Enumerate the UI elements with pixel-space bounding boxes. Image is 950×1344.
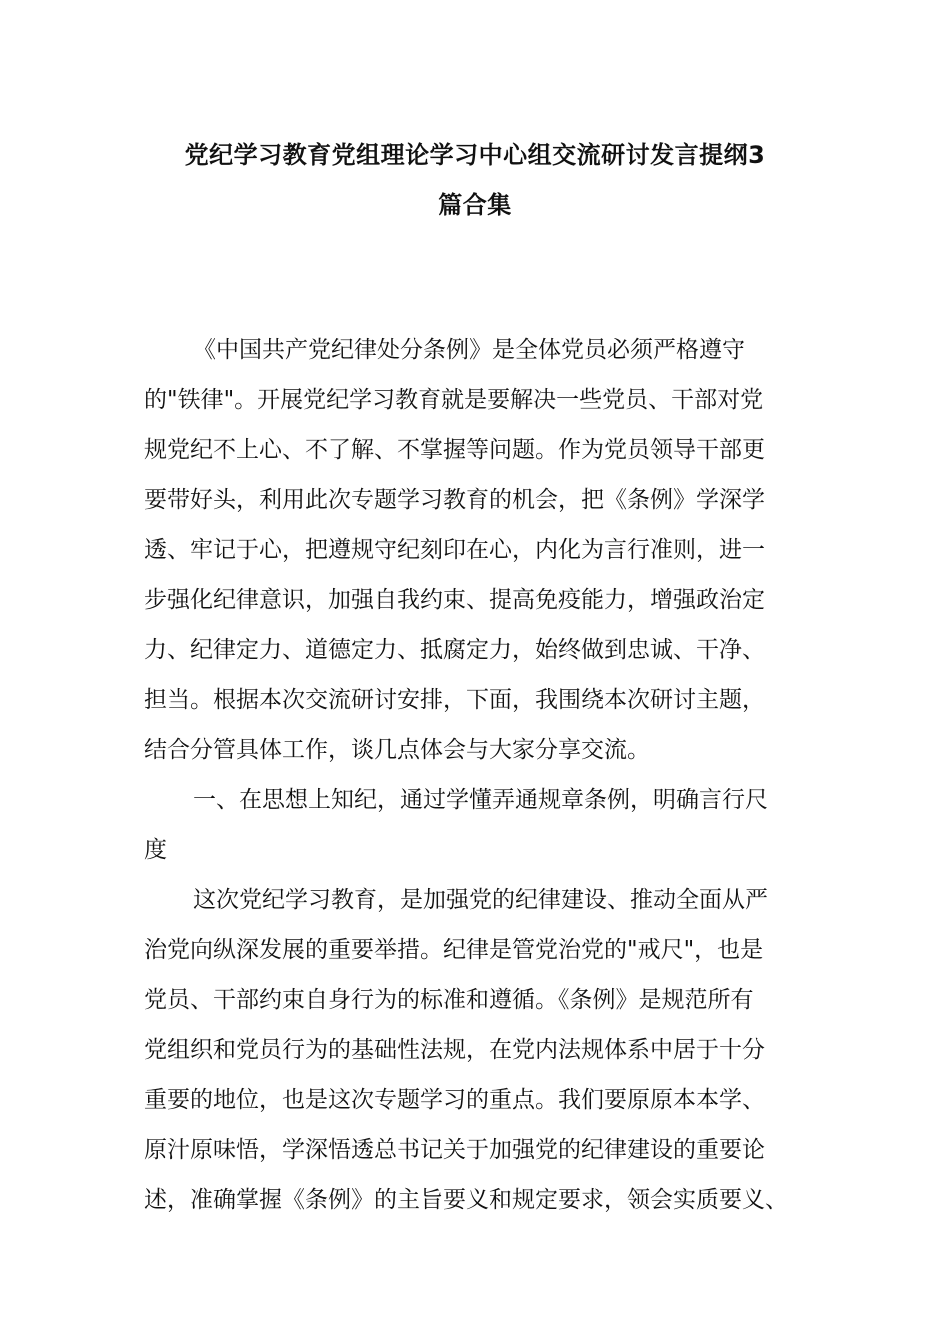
paragraph-line: 重要的地位，也是这次专题学习的重点。我们要原原本本学、 [144, 1087, 765, 1113]
section-heading-line: 一、在思想上知纪，通过学懂弄通规章条例，明确言行尺 [193, 787, 768, 813]
paragraph-line: 力、纪律定力、道德定力、抵腐定力，始终做到忠诚、干净、 [144, 637, 765, 663]
paragraph-line: 透、牢记于心，把遵规守纪刻印在心，内化为言行准则，进一 [144, 537, 765, 563]
paragraph-line: 述，准确掌握《条例》的主旨要义和规定要求，领会实质要义、 [144, 1187, 788, 1213]
title-line: 篇合集 [438, 191, 512, 219]
paragraph-line: 的"铁律"。开展党纪学习教育就是要解决一些党员、干部对党 [144, 387, 764, 413]
paragraph-line: 原汁原味悟，学深悟透总书记关于加强党的纪律建设的重要论 [144, 1137, 765, 1163]
section-heading-line: 度 [144, 837, 167, 863]
paragraph-line: 党组织和党员行为的基础性法规，在党内法规体系中居于十分 [144, 1037, 765, 1063]
title-line: 党纪学习教育党组理论学习中心组交流研讨发言提纲3 [184, 141, 766, 169]
document-body [144, 325, 834, 1225]
paragraph-line: 担当。根据本次交流研讨安排，下面，我围绕本次研讨主题， [144, 687, 765, 713]
paragraph-line: 要带好头，利用此次专题学习教育的机会，把《条例》学深学 [144, 487, 765, 513]
paragraph-line: 结合分管具体工作，谈几点体会与大家分享交流。 [144, 737, 650, 763]
paragraph-line: 《中国共产党纪律处分条例》是全体党员必须严格遵守 [193, 337, 745, 363]
paragraph-line: 治党向纵深发展的重要举措。纪律是管党治党的"戒尺"，也是 [144, 937, 764, 963]
document-title [140, 130, 810, 230]
paragraph-line: 这次党纪学习教育，是加强党的纪律建设、推动全面从严 [193, 887, 768, 913]
paragraph-line: 步强化纪律意识，加强自我约束、提高免疫能力，增强政治定 [144, 587, 765, 613]
paragraph-line: 党员、干部约束自身行为的标准和遵循。《条例》是规范所有 [144, 987, 754, 1013]
paragraph-line: 规党纪不上心、不了解、不掌握等问题。作为党员领导干部更 [144, 437, 765, 463]
